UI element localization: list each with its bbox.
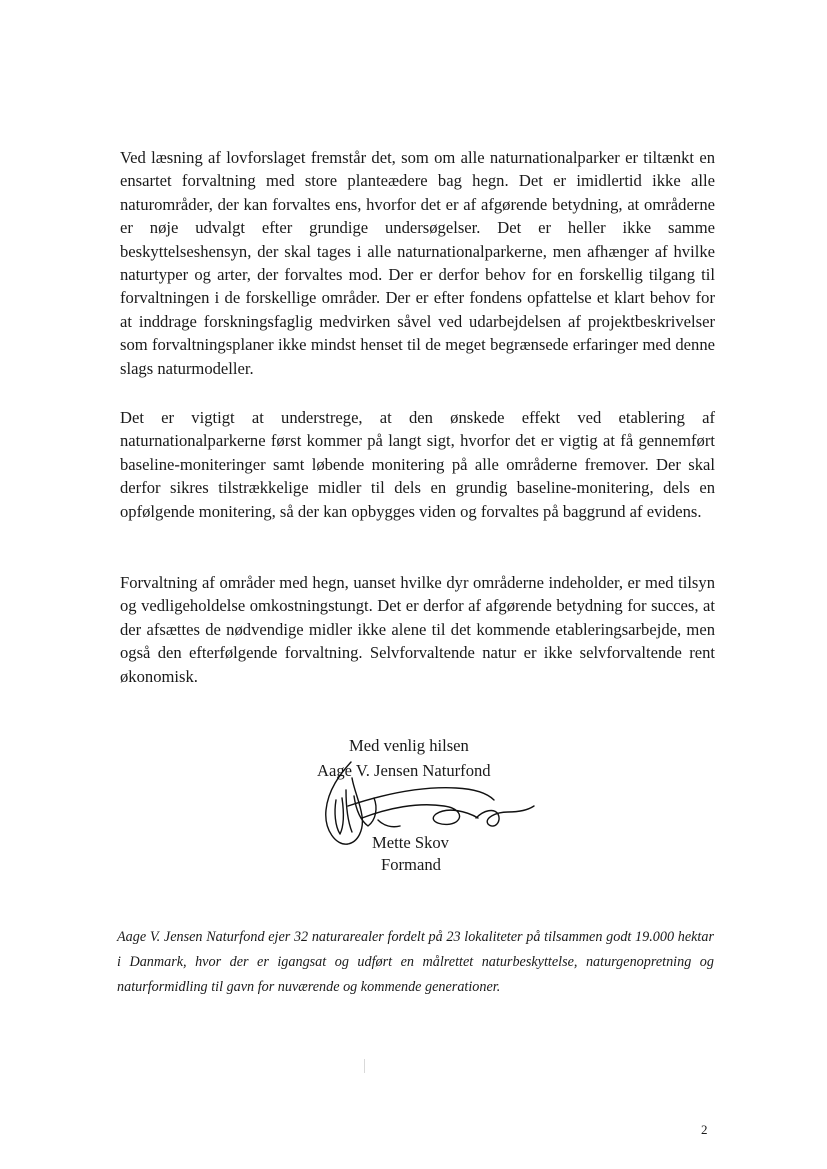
organization-name: Aage V. Jensen Naturfond <box>317 761 491 780</box>
body-paragraph-2: Det er vigtigt at understrege, at den ønskede effekt ved etablering af naturnationalparkerne først kommer på langt sigt, hvorfor det er vigtig at få gennemført baseline-moniteringer samt løbende monitering på alle områderne fremover. Der skal derfor sikres tilstrækkelige midler til dels en grundig baseline-monitering, dels en opfølgende monitering, så der kan opbygges viden og forvaltes på baggrund af evidens. <box>120 408 715 521</box>
signer-title: Formand <box>381 855 441 874</box>
body-paragraph-1: Ved læsning af lovforslaget fremstår det, som om alle naturnationalparker er tiltænkt en ensartet forvaltning med store planteædere bag hegn. Det er imidlertid ikke alle naturområder, der kan forvaltes ens, hvorfor det er af afgørende betydning, at områderne er nøje udvalgt efter grundige undersøgelser. Det er heller ikke samme beskyttelseshensyn, der skal tages i alle naturnationalparkerne, men afhænger af hvilke naturtyper og arter, der forvaltes mod. Der er derfor behov for en forskellig tilgang til forvaltningen i de forskellige områder. Der er efter fondens opfattelse et klart behov for at inddrage forskningsfaglig medvirken såvel ved udarbejdelsen af projektbeskrivelser som forvaltningsplaner ikke mindst henset til de meget begrænsede erfaringer med denne slags naturmodeller. <box>120 148 715 378</box>
closing-salutation: Med venlig hilsen <box>349 736 469 755</box>
scan-mark <box>364 1059 365 1073</box>
signer-name: Mette Skov <box>372 833 449 852</box>
handwritten-signature <box>318 760 538 855</box>
body-paragraph-3: Forvaltning af områder med hegn, uanset hvilke dyr områderne indeholder, er med tilsyn og vedligeholdelse omkostningstungt. Det er derfor af afgørende betydning for succes, at der afsættes de nødvendige midler ikke alene til det kommende etableringsarbejde, men også den efterfølgende forvaltning. Selvforvaltende natur er ikke selvforvaltende rent økonomisk. <box>120 573 715 686</box>
page-number: 2 <box>701 1122 708 1137</box>
foundation-footer-note: Aage V. Jensen Naturfond ejer 32 naturarealer fordelt på 23 lokaliteter på tilsammen godt 19.000 hektar i Danmark, hvor der er igangsat og udført en målrettet naturbeskyttelse, naturgenopretning og naturformidling til gavn for nuværende og kommende generationer. <box>117 929 714 995</box>
